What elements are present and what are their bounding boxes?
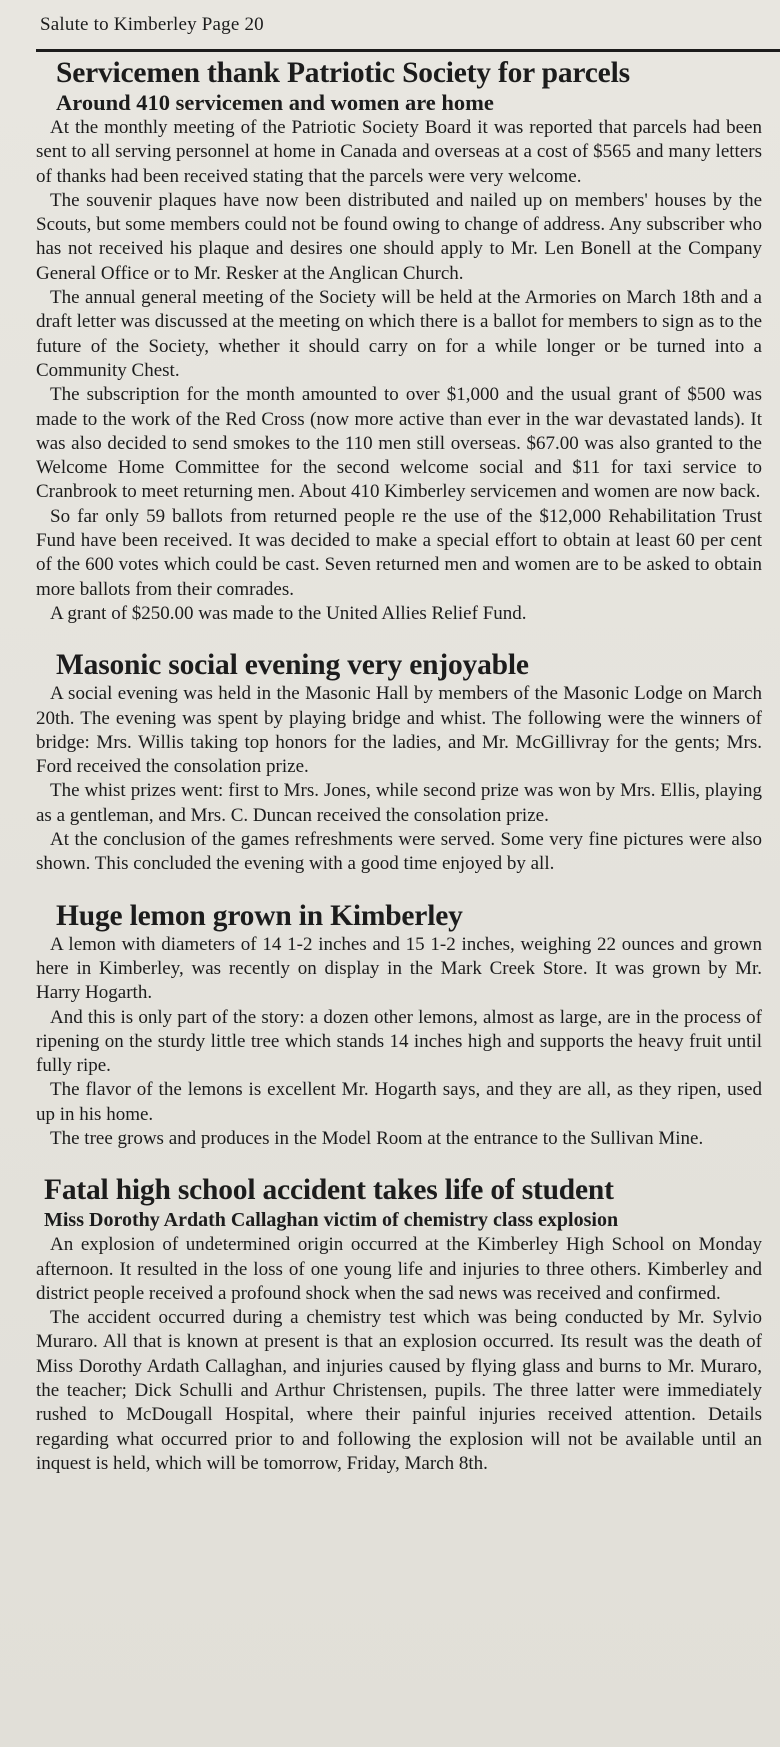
- article-masonic-social: [36, 648, 762, 876]
- header-rule: [36, 49, 780, 52]
- running-head: Salute to Kimberley Page 20: [40, 14, 264, 35]
- article-paragraph: A lemon with diameters of 14 1-2 inches and 15 1-2 inches, weighing 22 ounces and grown here in Kimberley, was recently on display in the Mark Creek Store. It was grown by Mr. Harry Hogarth.: [36, 933, 762, 1004]
- article-headline: Servicemen thank Patriotic Society for parcels: [56, 57, 630, 89]
- article-paragraph: An explosion of undetermined origin occurred at the Kimberley High School on Monday afternoon. It resulted in the loss of one young life and injuries to three others. Kimberley and district people received a profound shock when the sad news was received and confirmed.: [36, 1234, 762, 1304]
- article-paragraph: A grant of $250.00 was made to the United Allies Relief Fund.: [50, 602, 527, 624]
- article-paragraph: And this is only part of the story: a dozen other lemons, almost as large, are in the process of ripening on the sturdy little tree which stands 14 inches high and supports the heavy fruit until fully ripe.: [36, 1006, 762, 1077]
- article-paragraph: The annual general meeting of the Society will be held at the Armories on March 18th and a draft letter was discussed at the meeting on which there is a ballot for members to sign as to the future of the Society, whether it should carry on for a while longer or be turned into a Community Chest.: [36, 287, 762, 381]
- article-spacer: [36, 877, 762, 899]
- article-paragraph: The accident occurred during a chemistry test which was being conducted by Mr. Sylvio Muraro. All that is known at present is that an explosion occurred. Its result was the death of Miss Dorothy Ardath Callaghan, and injuries caused by flying glass and burns to Mr. Muraro, the teacher; Dick Schulli and Arthur Christensen, pupils. The three latter were immediately rushed to McDougall Hospital, where their painful injuries received attention. Details regarding what occurred prior to and following the explosion will not be available until an inquest is held, which will be tomorrow, Friday, March 8th.: [36, 1307, 762, 1474]
- article-paragraph: At the conclusion of the games refreshments were served. Some very fine pictures were also shown. This concluded the evening with a good time enjoyed by all.: [36, 829, 762, 875]
- article-paragraph: A social evening was held in the Masonic Hall by members of the Masonic Lodge on March 20th. The evening was spent by playing bridge and whist. The following were the winners of bridge: Mrs. Willis taking top honors for the ladies, and Mr. McGillivray for the gents; Mrs. Ford received the consolation prize.: [36, 683, 762, 778]
- article-paragraph: The flavor of the lemons is excellent Mr. Hogarth says, and they are all, as they ripen, used up in his home.: [36, 1079, 762, 1125]
- article-huge-lemon: [36, 899, 762, 1152]
- article-school-accident: [36, 1173, 762, 1476]
- article-headline: Huge lemon grown in Kimberley: [56, 899, 463, 932]
- article-headline: Masonic social evening very enjoyable: [56, 649, 529, 682]
- article-paragraph: So far only 59 ballots from returned people re the use of the $12,000 Rehabilitation Trust Fund have been received. It was decided to make a special effort to obtain at least 60 per cent of the 600 votes which could be cast. Seven returned men and women are to be asked to obtain more ballots from their comrades.: [36, 505, 762, 600]
- article-paragraph: The subscription for the month amounted to over $1,000 and the usual grant of $500 was made to the work of the Red Cross (now more active than ever in the war devastated lands). It was also decided to send smokes to the 110 men still overseas. $67.00 was also granted to the Welcome Home Committee for the second welcome social and $11 for taxi service to Cranbrook to meet returning men. About 410 Kimberley servicemen and women are now back.: [36, 384, 762, 503]
- article-spacer: [36, 1151, 762, 1173]
- page-content: [36, 56, 762, 1476]
- article-headline: Fatal high school accident takes life of student: [44, 1174, 614, 1207]
- article-paragraph: The whist prizes went: first to Mrs. Jones, while second prize was won by Mrs. Ellis, playing as a gentleman, and Mrs. C. Duncan received the consolation prize.: [36, 780, 762, 826]
- article-patriotic-society: [36, 56, 762, 626]
- article-paragraph: At the monthly meeting of the Patriotic Society Board it was reported that parcels had been sent to all serving personnel at home in Canada and overseas at a cost of $565 and many letters of thanks had been received stating that the parcels were very welcome.: [36, 117, 762, 187]
- article-paragraph: The tree grows and produces in the Model Room at the entrance to the Sullivan Mine.: [50, 1127, 704, 1149]
- article-paragraph: The souvenir plaques have now been distributed and nailed up on members' houses by the Scouts, but some members could not be found owing to change of address. Any subscriber who has not received his plaque and desires one should apply to Mr. Len Bonell at the Company General Office or to Mr. Resker at the Anglican Church.: [36, 189, 762, 284]
- article-subheadline: Miss Dorothy Ardath Callaghan victim of chemistry class explosion: [44, 1209, 619, 1232]
- article-spacer: [36, 626, 762, 648]
- article-subheadline: Around 410 servicemen and women are home: [56, 90, 494, 115]
